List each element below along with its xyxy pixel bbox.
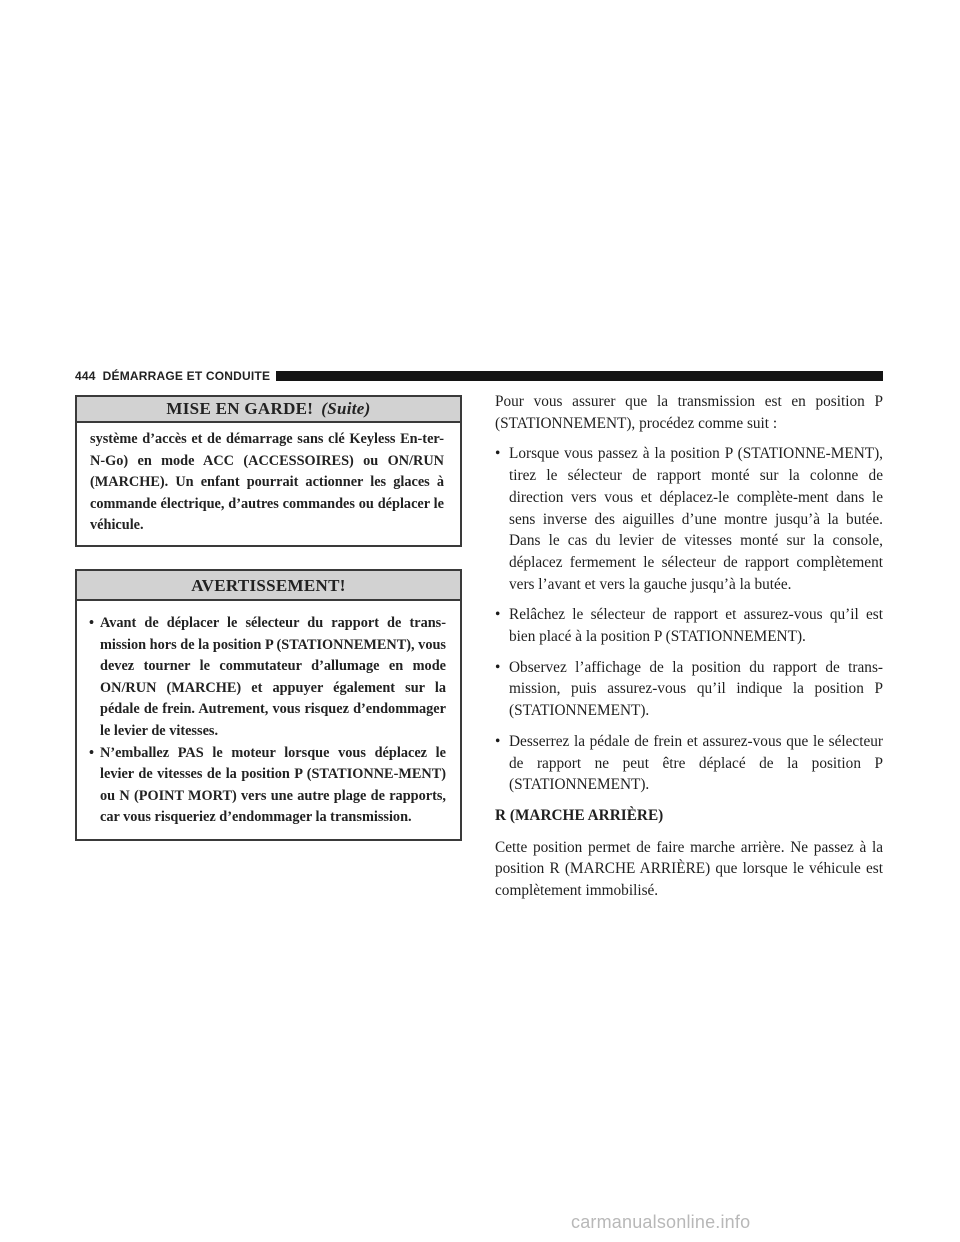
list-item-text: Desserrez la pédale de frein et assurez-vous que le sélecteur de rapport ne peut être déplacé de la position P (STATIONNEMENT). xyxy=(509,732,883,794)
list-item-text: Observez l’affichage de la position du rapport de trans-mission, puis assurez-vous qu’il indique la position P (STATIONNEMENT). xyxy=(509,658,883,720)
section-heading: R (MARCHE ARRIÈRE) xyxy=(495,806,664,824)
right-column xyxy=(495,391,883,902)
warning-item-text: N’emballez PAS le moteur lorsque vous déplacez le levier de vitesses de la position P (STATIONNE-MENT) ou N (POINT MORT) vers une autre plage de rapports, car vous risqueriez d’endommager la transmission. xyxy=(100,744,446,826)
list-item xyxy=(495,604,883,647)
bullet-icon: • xyxy=(495,445,501,463)
left-column xyxy=(75,395,462,841)
bullet-icon: • xyxy=(495,658,501,676)
caution-box xyxy=(75,395,462,547)
warning-title: AVERTISSEMENT! xyxy=(77,571,460,601)
procedure-list xyxy=(495,443,883,796)
caution-title: MISE EN GARDE! xyxy=(166,399,314,418)
list-item xyxy=(495,657,883,722)
watermark: carmanualsonline.info xyxy=(571,1212,751,1232)
list-item xyxy=(495,731,883,796)
warning-item xyxy=(89,613,446,743)
bullet-icon: • xyxy=(495,606,501,624)
warning-item-text: Avant de déplacer le sélecteur du rapport de trans-mission hors de la position P (STATIONNEMENT), vous devez tourner le commutateur d’allumage en mode ON/RUN (MARCHE) et appuyer également sur la pédale de frein. Autrement, vous risquez d’endommager le levier de vitesses. xyxy=(100,614,446,739)
header-rule xyxy=(276,371,883,381)
bullet-icon: • xyxy=(495,732,501,750)
body-paragraph: Cette position permet de faire marche arrière. Ne passez à la position R (MARCHE ARRIÈRE) que lorsque le véhicule est complètement immobilisé. xyxy=(495,838,883,900)
warning-item xyxy=(89,743,446,829)
bullet-icon: • xyxy=(89,744,95,761)
list-item xyxy=(495,443,883,595)
page-header xyxy=(75,366,883,386)
list-item-text: Lorsque vous passez à la position P (STATIONNE-MENT), tirez le sélecteur de rapport monté sur la colonne de direction vers vous et déplacez-le complète-ment dans le sens inverse des aiguilles d’une montre jusqu’à la butée. Dans le cas du levier de vitesses monté sur la console, déplacez fermement le sélecteur de rapport complètement vers l’avant et vers la gauche jusqu’à la butée. xyxy=(509,445,883,593)
intro-paragraph: Pour vous assurer que la transmission est en position P (STATIONNEMENT), procédez comme suit : xyxy=(495,393,883,432)
warning-body xyxy=(77,601,460,839)
caution-text: système d’accès et de démarrage sans clé Keyless En-ter-N-Go) en mode ACC (ACCESSOIRES) ou ON/RUN (MARCHE). Un enfant pourrait actionner les glaces à commande électrique, d’autres commandes ou déplacer le véhicule. xyxy=(90,431,444,534)
caution-title-bar xyxy=(77,397,460,423)
page-number: 444 xyxy=(75,369,96,383)
caution-suffix: (Suite) xyxy=(321,399,371,418)
bullet-icon: • xyxy=(89,614,95,631)
section-title: DÉMARRAGE ET CONDUITE xyxy=(102,369,271,383)
list-item-text: Relâchez le sélecteur de rapport et assurez-vous qu’il est bien placé à la position P (STATIONNEMENT). xyxy=(509,606,883,646)
warning-box xyxy=(75,569,462,841)
